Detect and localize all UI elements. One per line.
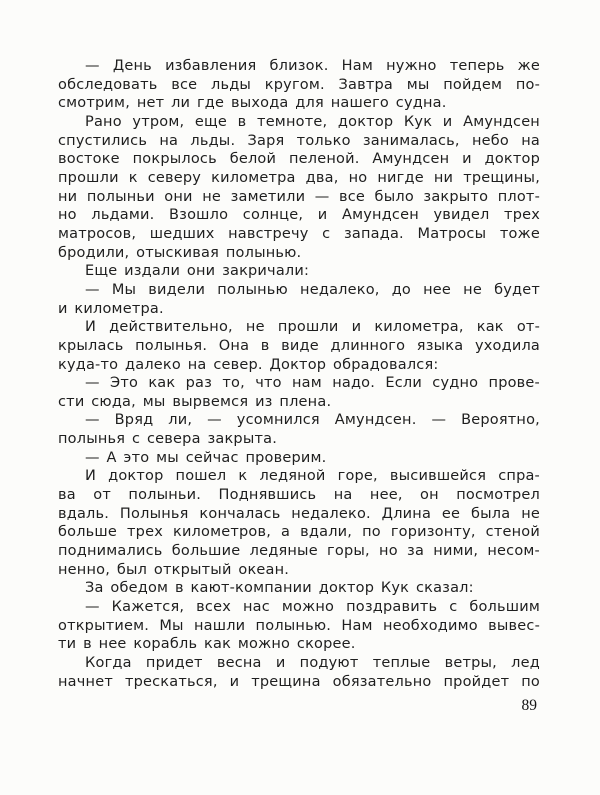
paragraph [58, 318, 540, 374]
paragraph [58, 654, 540, 691]
text-line: — А это мы сейчас проверим. [85, 449, 327, 466]
text-line: больше трех километров, а вдали, по горизонту, стеной [58, 524, 540, 541]
paragraph [58, 467, 540, 579]
text-line: крылась полынья. Она в виде длинного языка уходила [58, 337, 540, 354]
page-text [58, 57, 540, 691]
text-line: но льдами. Взошло солнце, и Амундсен увидел трех [58, 207, 540, 224]
text-line: смотрим, нет ли где выхода для нашего судна. [58, 95, 447, 112]
text-line: начнет трескаться, и трещина обязательно пройдет по [58, 673, 540, 690]
text-line: куда-то далеко на север. Доктор обрадовался: [58, 356, 439, 373]
text-line: — Кажется, всех нас можно поздравить с большим [85, 599, 540, 616]
paragraph [58, 411, 540, 448]
text-line: востоке покрылось белой пеленой. Амундсен и доктор [58, 151, 540, 168]
paragraph [58, 57, 540, 113]
paragraph [58, 579, 540, 598]
text-line: — Мы видели полынью недалеко, до нее не будет [85, 281, 540, 298]
paragraph [58, 113, 540, 262]
paragraph [58, 262, 540, 281]
text-line: ти в нее корабль как можно скорее. [58, 636, 356, 653]
text-line: бродили, отыскивая полынью. [58, 244, 302, 261]
text-line: ва от полыньи. Поднявшись на нее, он посмотрел [58, 487, 540, 504]
paragraph [58, 281, 540, 318]
text-line: И доктор пошел к ледяной горе, высившейся спра- [85, 468, 540, 485]
text-line: обследовать все льды кругом. Завтра мы пойдем по- [58, 76, 540, 93]
text-line: Рано утром, еще в темноте, доктор Кук и Амундсен [85, 113, 540, 130]
text-line: спустились на льды. Заря только занималась, небо на [58, 132, 540, 149]
text-line: — Это как раз то, что нам надо. Если судно прове- [85, 375, 540, 392]
paragraph [58, 449, 540, 468]
text-line: — День избавления близок. Нам нужно теперь же [85, 58, 540, 74]
text-line: За обедом в кают-компании доктор Кук сказал: [85, 580, 474, 597]
text-line: — Вряд ли, — усомнился Амундсен. — Вероятно, [85, 412, 540, 429]
text-line: Еще издали они закричали: [85, 263, 310, 280]
text-line: и километра. [58, 300, 164, 317]
text-line: вдаль. Полынья кончалась недалеко. Длина ее была не [58, 505, 540, 522]
text-line: сти сюда, мы вырвемся из плена. [58, 393, 332, 410]
page-number: 89 [521, 697, 537, 714]
text-line: прошли к северу километра два, но нигде ни трещины, [58, 169, 540, 186]
text-line: поднимались большие ледяные горы, но за ними, несом- [58, 543, 540, 560]
text-line: И действительно, не прошли и километра, как от- [85, 319, 540, 336]
text-line: матросов, шедших навстречу с запада. Матросы тоже [58, 225, 540, 242]
text-line: ненно, был открытый океан. [58, 561, 290, 578]
paragraph [58, 598, 540, 654]
text-line: открытием. Мы нашли полынью. Нам необходимо вывес- [58, 617, 540, 634]
text-line: полынья с севера закрыта. [58, 431, 278, 448]
paragraph [58, 374, 540, 411]
text-line: ни полыньи они не заметили — все было закрыто плот- [58, 188, 540, 205]
text-line: Когда придет весна и подуют теплые ветры, лед [85, 655, 540, 671]
